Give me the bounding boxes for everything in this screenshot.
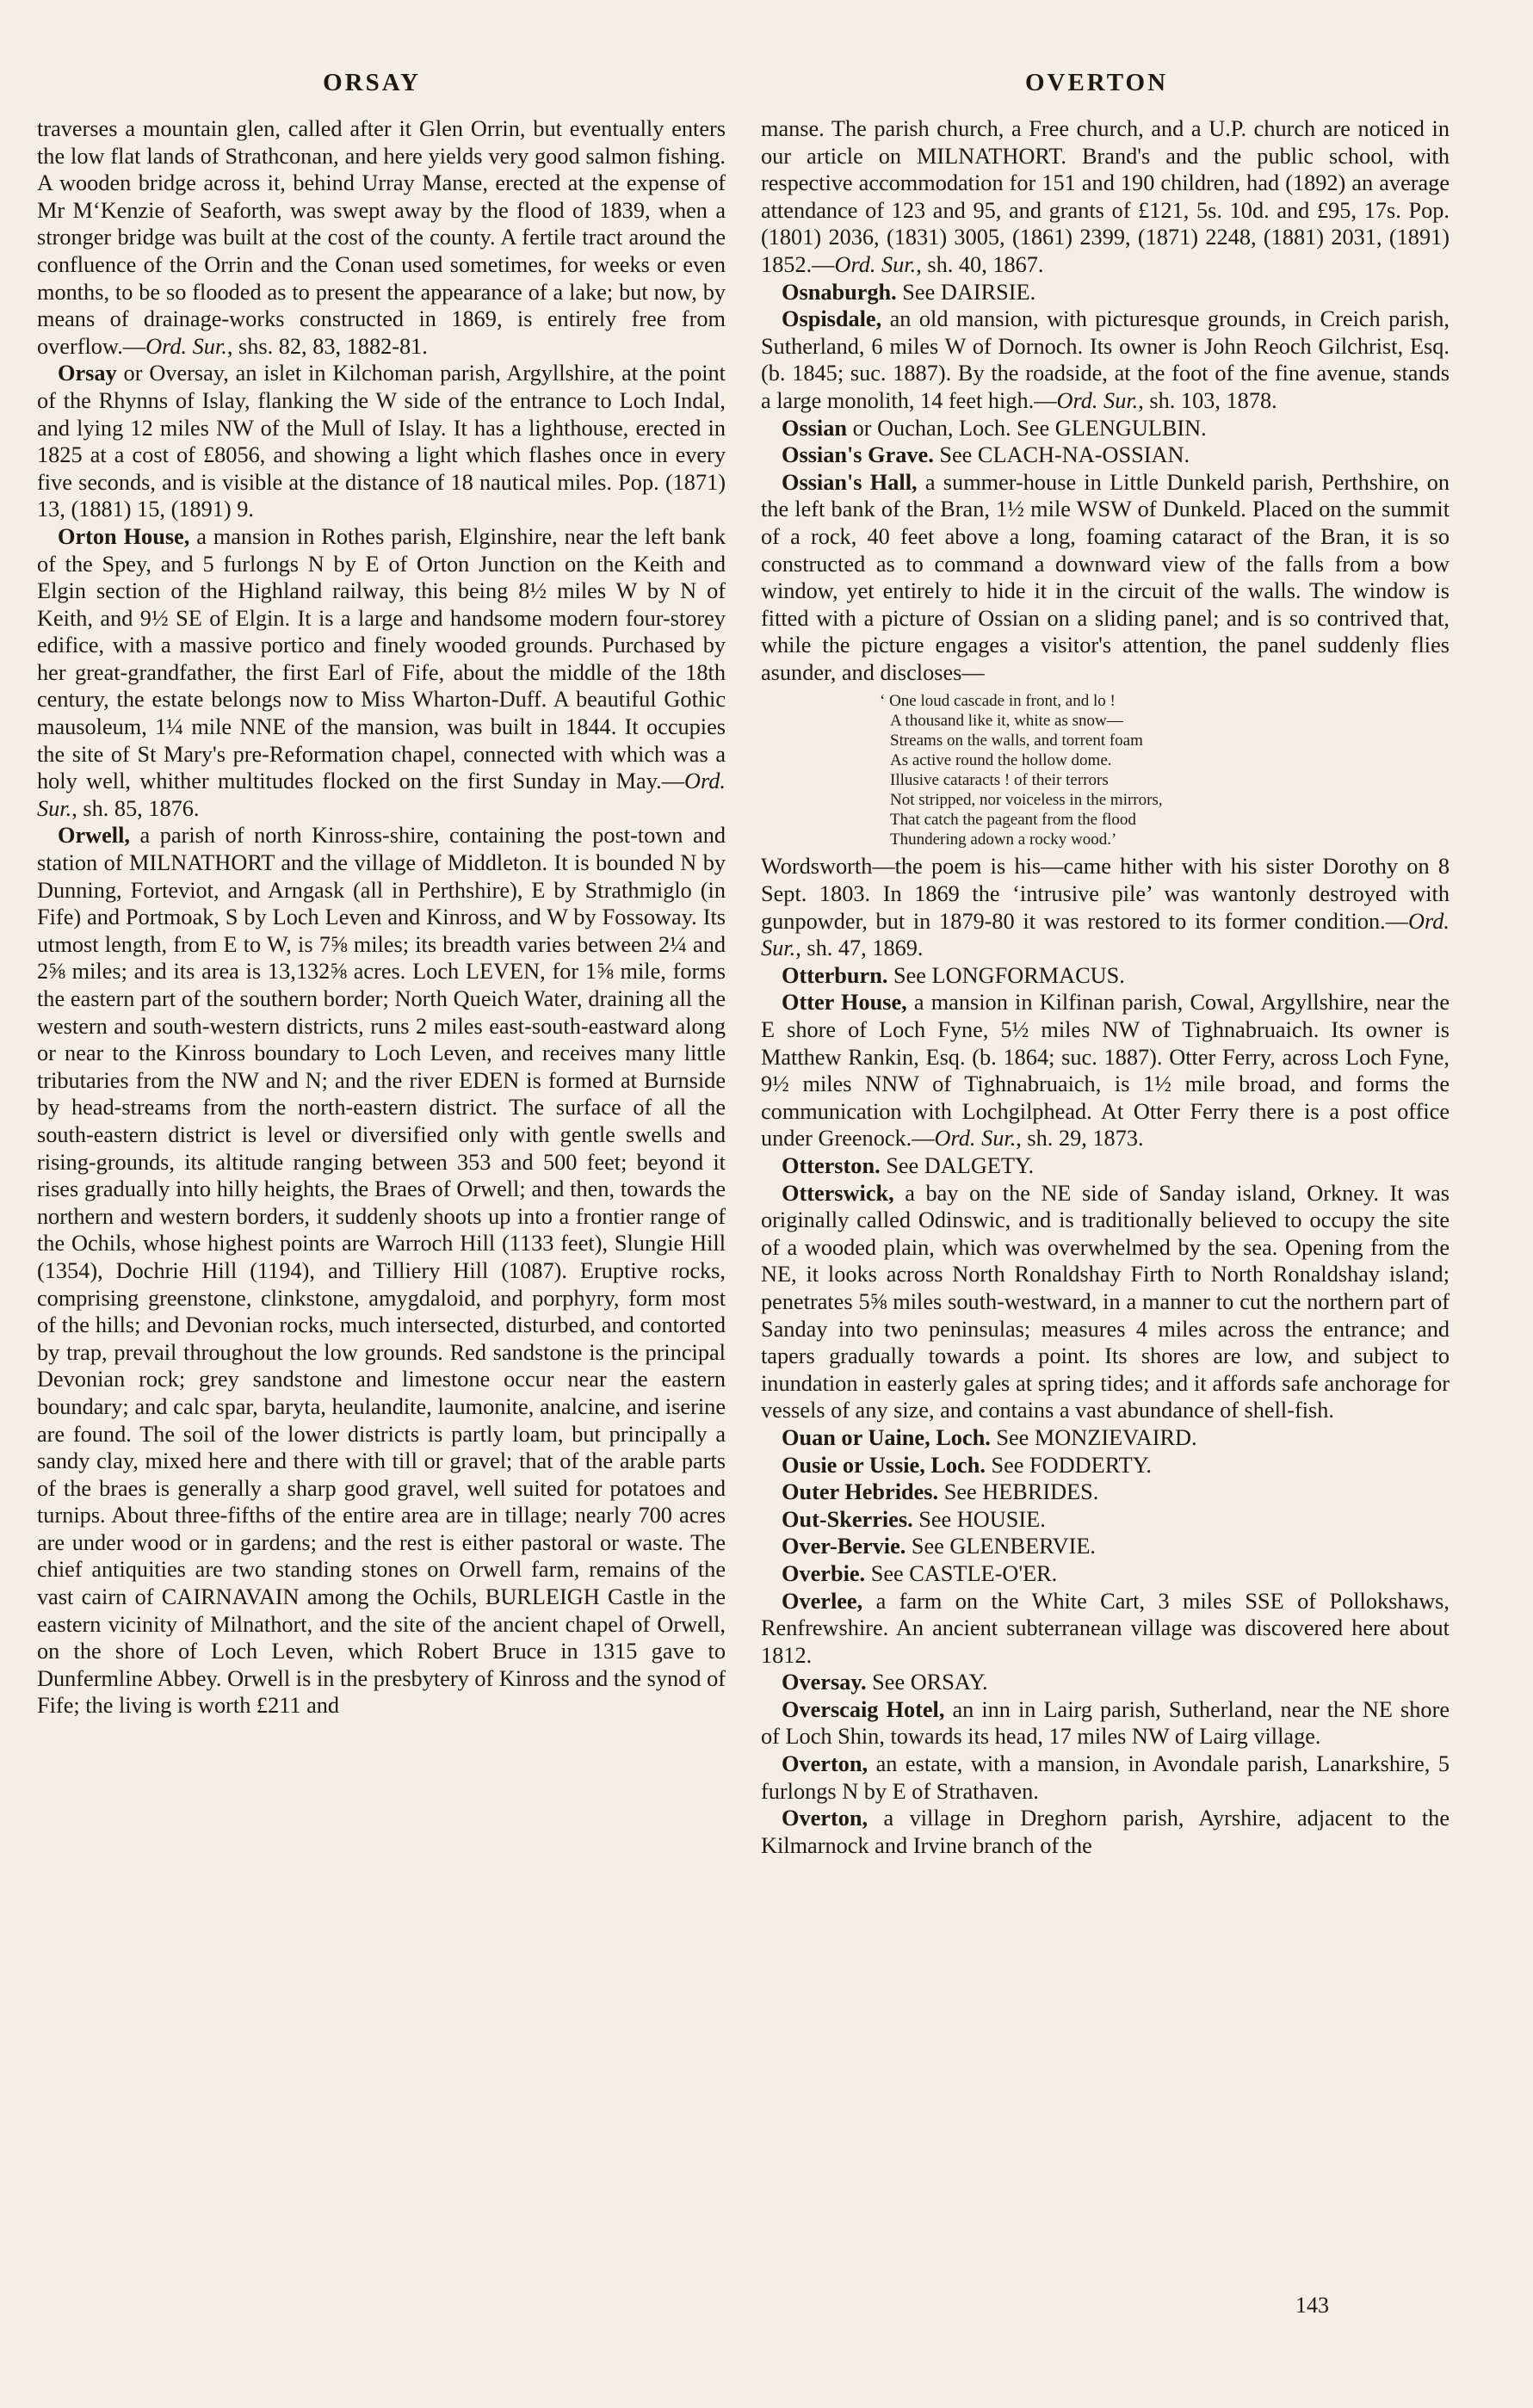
entry-text: a bay on the NE side of Sanday island, Orkney. It was originally called Odinswic, and is traditionally believed to occupy the site of a wooded plain, which was overwhelmed by the sea. Opening from the NE, it looks across North Ronaldshay Firth to North Ronaldshay island; penetrates 5⅝ miles south-westward, in a manner to cut the northern part of Sanday into two peninsulas; measures 4 miles across the entrance; and tapers gradually towards a point. Its shores are low, and subject to inundation in easterly gales at spring tides; and it affords safe anchorage for vessels of any size, and contains a vast abundance of shell-fish. [761, 1180, 1450, 1423]
entry-headword: Overton, [782, 1806, 868, 1831]
entry-headword: Otterston. [782, 1153, 881, 1178]
entry-ref-tail: , shs. 82, 83, 1882-81. [226, 333, 428, 359]
gazetteer-entry [761, 853, 1450, 961]
gazetteer-entry [761, 415, 1450, 442]
entry-text: See DALGETY. [880, 1153, 1035, 1178]
poem-line: Illusive cataracts ! of their terrors [890, 771, 1109, 790]
entry-ref-tail: , sh. 40, 1867. [916, 251, 1044, 277]
gazetteer-entry [761, 1180, 1450, 1424]
entry-headword: Otterburn. [782, 962, 888, 988]
entry-headword: Overbie. [782, 1560, 866, 1586]
gazetteer-entry [761, 1696, 1450, 1750]
poem-line: ‘ One loud cascade in front, and lo ! [880, 692, 1116, 711]
entry-headword: Overlee, [782, 1588, 863, 1614]
entry-headword: Orwell, [58, 823, 130, 849]
entry-ref-tail: , sh. 29, 1873. [1016, 1126, 1144, 1152]
entry-headword: Over-Bervie. [782, 1534, 906, 1559]
gazetteer-entry [761, 1506, 1450, 1534]
entry-headword: Ossian's Hall, [782, 469, 918, 495]
entry-text: an old mansion, with picturesque grounds, in Creich parish, Sutherland, 6 miles W of Dornoch. Its owner is John Reoch Gilchrist, Esq. (b. 1845; suc. 1887). By the roadside, at the foot of the fine avenue, stands a large monolith, 14 feet high.— [761, 306, 1450, 413]
entry-headword: Ospisdale, [782, 306, 882, 332]
entry-headword: Otter House, [782, 990, 907, 1016]
entry-text: a mansion in Kilfinan parish, Cowal, Argyllshire, near the E shore of Loch Fyne, 5½ miles NW of Tighnabruaich. Its owner is Matthew Rankin, Esq. (b. 1864; suc. 1887). Otter Ferry, across Loch Fyne, 9½ miles NNW of Tighnabruaich, is 1½ mile broad, and forms the communication with Lochgilphead. At Otter Ferry there is a post office under Greenock.— [761, 990, 1450, 1152]
entry-text: See FODDERTY. [985, 1452, 1152, 1478]
running-head-left: ORSAY [323, 69, 421, 96]
entry-text: an inn in Lairg parish, Sutherland, near the NE shore of Loch Shin, towards its head, 17 miles NW of Lairg village. [761, 1696, 1450, 1750]
gazetteer-entry [761, 1805, 1450, 1859]
poem-line: As active round the hollow dome. [890, 751, 1112, 770]
entry-text: See HOUSIE. [912, 1506, 1046, 1532]
page-number: 143 [1295, 2293, 1329, 2318]
gazetteer-entry [761, 441, 1450, 469]
gazetteer-entry [761, 1479, 1450, 1506]
entry-text: See CLACH-NA-OSSIAN. [933, 442, 1190, 468]
right-column-top [761, 115, 1450, 686]
right-column-bottom [761, 853, 1450, 1859]
entry-text: an estate, with a mansion, in Avondale parish, Lanarkshire, 5 furlongs N by E of Strathaven. [761, 1751, 1450, 1804]
gazetteer-entry [761, 962, 1450, 990]
entry-ref-tail: , sh. 103, 1878. [1138, 387, 1277, 413]
right-column [761, 115, 1450, 1859]
gazetteer-entry [761, 306, 1450, 414]
entry-ref-tail: , sh. 47, 1869. [795, 935, 924, 961]
entry-text: a village in Dreghorn parish, Ayrshire, adjacent to the Kilmarnock and Irvine branch of the [761, 1806, 1450, 1858]
gazetteer-entry [761, 1560, 1450, 1588]
entry-text: or Oversay, an islet in Kilchoman parish, Argyllshire, at the point of the Rhynns of Islay, flanking the W side of the entrance to Loch Indal, and lying 12 miles NW of the Mull of Islay. It has a lighthouse, erected in 1825 at a cost of £8056, and showing a light which flashes once in every five seconds, and is visible at the distance of 18 nautical miles. Pop. (1871) 13, (1881) 15, (1891) 9. [37, 361, 726, 522]
entry-headword: Out-Skerries. [782, 1506, 913, 1532]
entry-headword: Ossian's Grave. [782, 442, 934, 468]
ordnance-survey-ref: Ord. Sur. [934, 1126, 1017, 1152]
gazetteer-entry [761, 1152, 1450, 1180]
gazetteer-entry [761, 1452, 1450, 1479]
entry-text: See GLENBERVIE. [906, 1534, 1096, 1559]
entry-headword: Overscaig Hotel, [782, 1696, 945, 1722]
entry-headword: Overton, [782, 1751, 868, 1777]
gazetteer-entry [761, 1424, 1450, 1452]
gazetteer-entry [761, 115, 1450, 279]
ordnance-survey-ref: Ord. Sur. [145, 333, 227, 359]
gazetteer-entry [37, 360, 726, 523]
entry-headword: Outer Hebrides. [782, 1479, 939, 1505]
entry-headword: Ousie or Ussie, Loch. [782, 1452, 986, 1478]
running-head-right: OVERTON [1024, 69, 1169, 96]
poem-line: Thundering adown a rocky wood.’ [890, 830, 1117, 849]
gazetteer-entry [761, 469, 1450, 687]
gazetteer-entry [761, 1669, 1450, 1696]
gazetteer-entry [37, 115, 726, 360]
entry-text: a farm on the White Cart, 3 miles SSE of Pollokshaws, Renfrewshire. An ancient subterranean village was discovered here about 1812. [761, 1588, 1450, 1668]
poem-line: Not stripped, nor voiceless in the mirrors, [890, 791, 1163, 810]
gazetteer-entry [761, 1588, 1450, 1670]
entry-text: See MONZIEVAIRD. [990, 1424, 1197, 1450]
entry-headword: Oversay. [782, 1670, 867, 1695]
gazetteer-entry [761, 1750, 1450, 1805]
poem-quotation [880, 691, 1450, 849]
poem-line: That catch the pageant from the flood [890, 811, 1136, 830]
ordnance-survey-ref: Ord. Sur. [37, 769, 726, 821]
entry-headword: Orsay [58, 361, 117, 386]
ordnance-survey-ref: Ord. Sur. [761, 908, 1450, 961]
entry-text: manse. The parish church, a Free church, and a U.P. church are noticed in our article on MILNATHORT. Brand's and the public school, with respective accommodation for 151 and 190 children, had (1892) an average attendance of 123 and 95, and grants of £121, 5s. 10d. and £95, 17s. Pop. (1801) 2036, (1831) 3005, (1861) 2399, (1871) 2248, (1881) 2031, (1891) 1852.— [761, 116, 1450, 277]
entry-text: Wordsworth—the poem is his—came hither with his sister Dorothy on 8 Sept. 1803. In 1869 the ‘intrusive pile’ was wantonly destroyed with gunpowder, but in 1879-80 it was restored to its former condition.— [761, 854, 1450, 934]
entry-text: or Ouchan, Loch. See GLENGULBIN. [847, 415, 1207, 441]
entry-text: See HEBRIDES. [938, 1479, 1099, 1505]
ordnance-survey-ref: Ord. Sur. [834, 251, 917, 277]
gazetteer-entry [37, 822, 726, 1720]
entry-text: a mansion in Rothes parish, Elginshire, near the left bank of the Spey, and 5 furlongs N by E of Orton Junction on the Keith and Elgin section of the Highland railway, this being 8½ miles W by N of Keith, and 9½ SE of Elgin. It is a large and handsome modern four-storey edifice, with a massive portico and finely wooded grounds. Purchased by her great-grandfather, the first Earl of Fife, about the middle of the 18th century, the estate belongs now to Miss Wharton-Duff. A beautiful Gothic mausoleum, 1¼ mile NNE of the mansion, was built in 1844. It occupies the site of St Mary's pre-Reformation chapel, connected with which was a holy well, whither multitudes flocked on the first Sunday in May.— [37, 523, 726, 794]
gazetteer-entry [761, 279, 1450, 306]
entry-text: a summer-house in Little Dunkeld parish, Perthshire, on the left bank of the Bran, 1½ mile WSW of Dunkeld. Placed on the summit of a rock, 40 feet above a long, foaming cataract of the Bran, it is so constructed as to command a downward view of the falls from a bow window, yet entirely to hide it in the circuit of the walls. The window is fitted with a picture of Ossian on a sliding panel; and is so contrived that, while the picture engages a visitor's attention, the panel suddenly flies asunder, and discloses— [761, 469, 1450, 685]
gazetteer-entry [37, 523, 726, 823]
entry-text: a parish of north Kinross-shire, containing the post-town and station of MILNATHORT and the village of Middleton. It is bounded N by Dunning, Forteviot, and Arngask (all in Perthshire), E by Strathmiglo (in Fife) and Portmoak, S by Loch Leven and Kinross, and W by Fossoway. Its utmost length, from E to W, is 7⅝ miles; its breadth varies between 2¼ and 2⅝ miles; and its area is 13,132⅝ acres. Loch LEVEN, for 1⅝ mile, forms the eastern part of the southern border; North Queich Water, draining all the western and south-western districts, runs 2 miles east-south-eastward along or near to the Kinross boundary to Loch Leven, and receives many little tributaries from the NW and N; and the river EDEN is formed at Burnside by head-streams from the north-eastern district. The surface of all the south-eastern district is level or diversified only with gentle swells and rising-grounds, its altitude ranging between 353 and 500 feet; beyond it rises gradually into hilly heights, the Braes of Orwell; and then, towards the northern and western borders, it suddenly shoots up into a frontier range of the Ochils, whose highest points are Warroch Hill (1133 feet), Slungie Hill (1354), Dochrie Hill (1194), and Tilliery Hill (1087). Eruptive rocks, comprising greenstone, clinkstone, amygdaloid, and porphyry, form most of the hills; and Devonian rocks, much intersected, disturbed, and contorted by trap, prevail throughout the low grounds. Red sandstone is the principal Devonian rock; grey sandstone and limestone occur near the eastern boundary; and calc spar, baryta, heulandite, laumonite, analcine, and iserine are found. The soil of the lower districts is partly loam, but principally a sandy clay, mixed here and there with till or gravel; that of the arable parts of the braes is generally a sharp good gravel, well suited for potatoes and turnips. About three-fifths of the entire area are in tillage; nearly 700 acres are under wood or in gardens; and the rest is either pastoral or waste. The chief antiquities are two standing stones on Orwell farm, remains of the vast cairn of CAIRNAVAIN among the Ochils, BURLEIGH Castle in the eastern vicinity of Milnathort, and the site of the ancient chapel of Orwell, on the shore of Loch Leven, which Robert Bruce in 1315 gave to Dunfermline Abbey. Orwell is in the presbytery of Kinross and the synod of Fife; the living is worth £211 and [37, 823, 726, 1719]
entry-headword: Ouan or Uaine, Loch. [782, 1424, 991, 1450]
entry-headword: Osnaburgh. [782, 279, 897, 305]
entry-text: traverses a mountain glen, called after it Glen Orrin, but eventually enters the low flat lands of Strathconan, and here yields very good salmon fishing. A wooden bridge across it, behind Urray Manse, erected at the expense of Mr M‘Kenzie of Seaforth, was swept away by the flood of 1839, when a stronger bridge was built at the cost of the county. A fertile tract around the confluence of the Orrin and the Conan used sometimes, for weeks or even months, to be so flooded as to present the appearance of a lake; but now, by means of drainage-works constructed in 1869, is entirely free from overflow.— [37, 116, 726, 359]
gazetteer-entry [761, 1533, 1450, 1560]
entry-text: See ORSAY. [866, 1670, 988, 1695]
entry-headword: Orton House, [58, 523, 190, 549]
ordnance-survey-ref: Ord. Sur. [1056, 387, 1139, 413]
gazetteer-entry [761, 989, 1450, 1152]
entry-headword: Otterswick, [782, 1180, 894, 1206]
entry-text: See DAIRSIE. [896, 279, 1036, 305]
entry-text: See CASTLE-O'ER. [865, 1560, 1058, 1586]
entry-ref-tail: , sh. 85, 1876. [71, 795, 200, 821]
left-column [37, 115, 726, 1720]
poem-line: A thousand like it, white as snow— [890, 712, 1123, 731]
entry-text: See LONGFORMACUS. [887, 962, 1125, 988]
entry-headword: Ossian [782, 415, 848, 441]
poem-line: Streams on the walls, and torrent foam [890, 732, 1143, 750]
